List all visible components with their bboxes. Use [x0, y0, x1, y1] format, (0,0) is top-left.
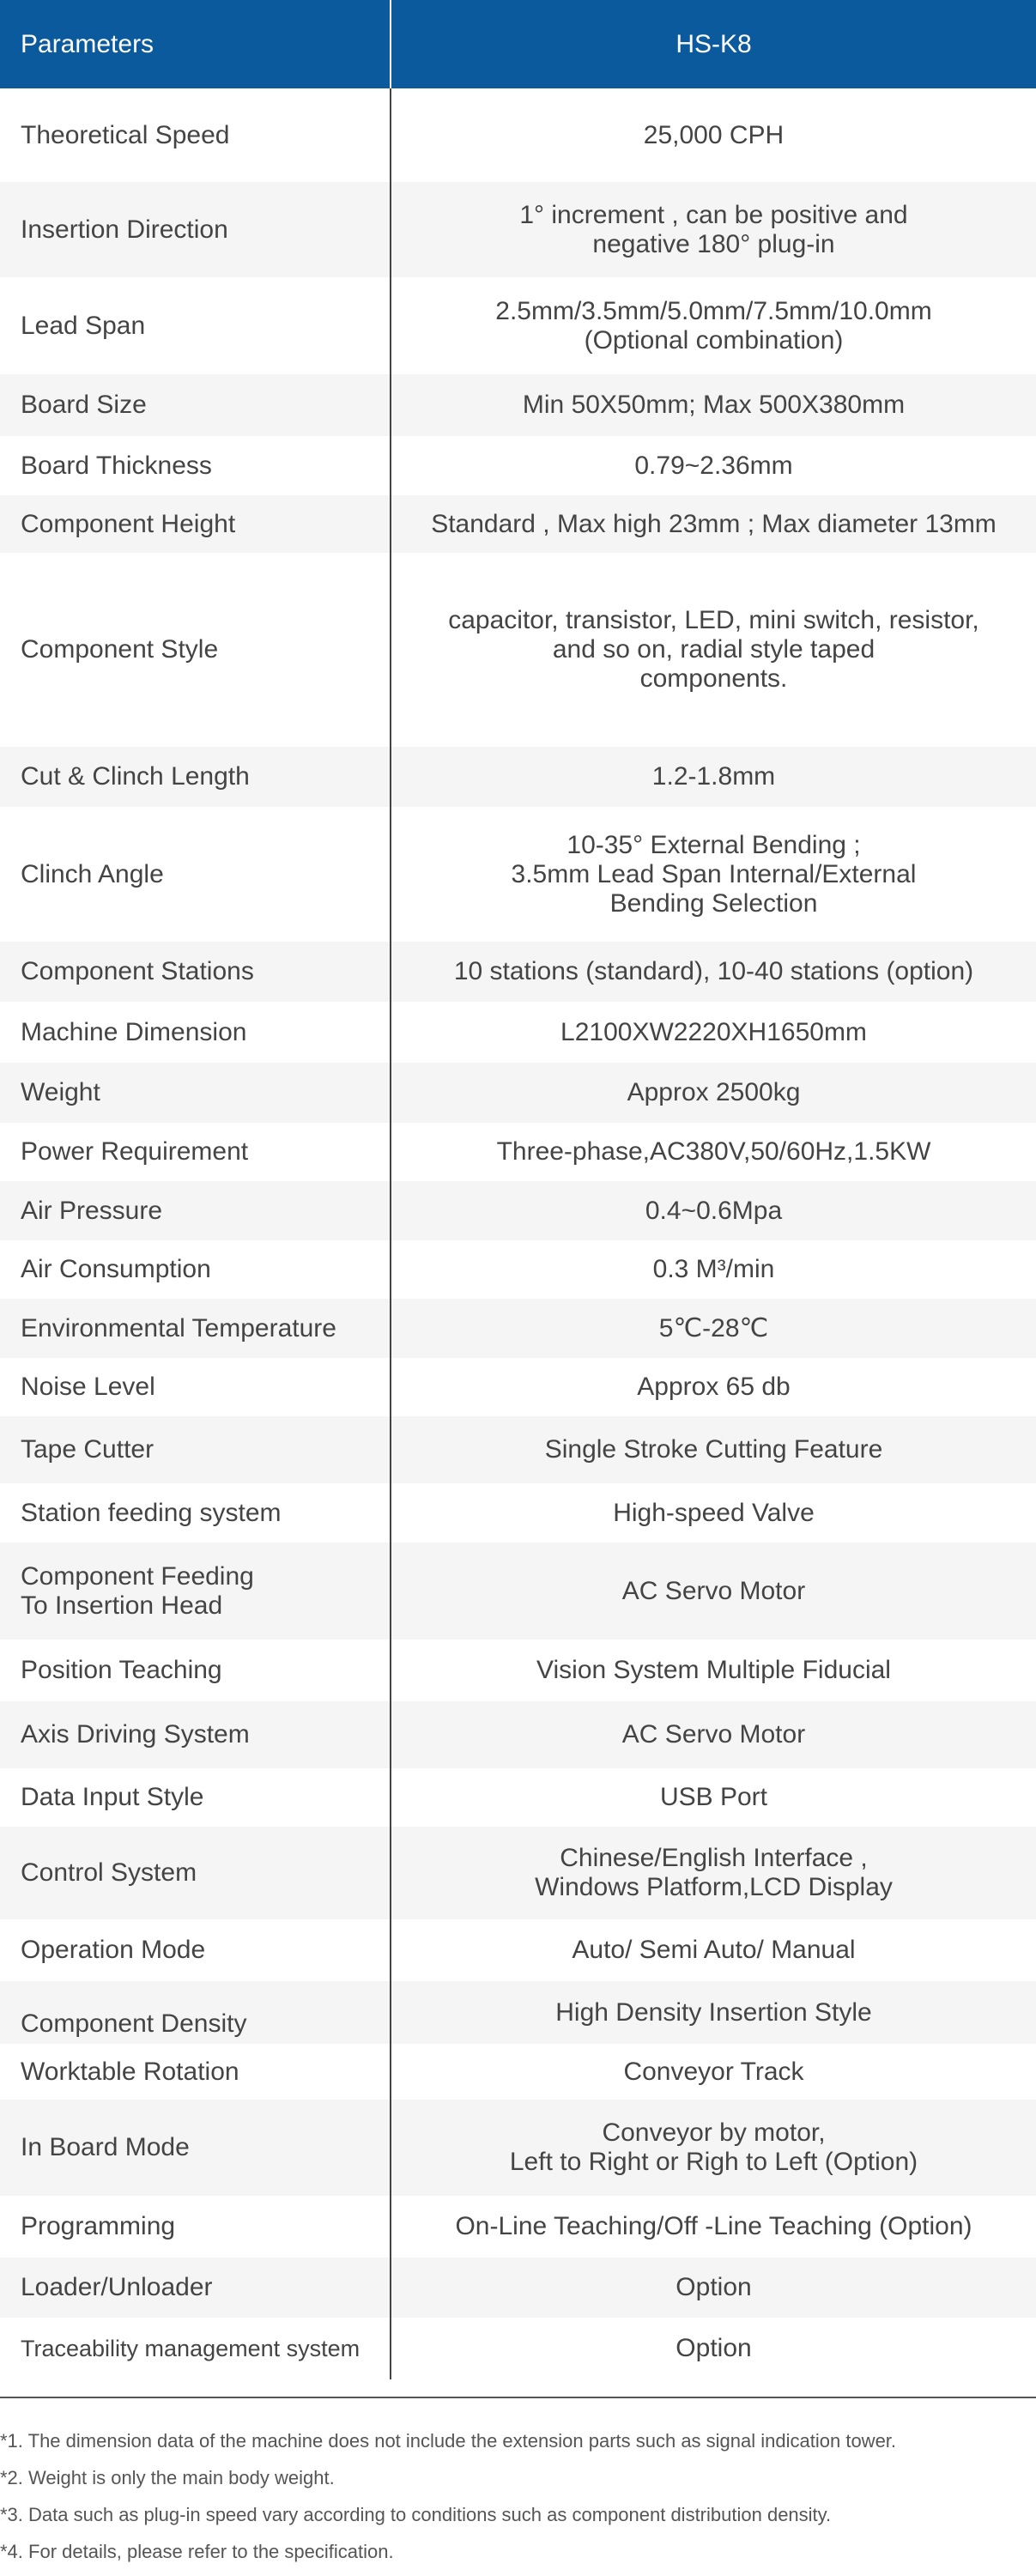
row-label: Traceability management system	[0, 2318, 391, 2379]
table-row	[0, 2258, 1036, 2318]
row-label: Position Teaching	[0, 1640, 391, 1701]
row-label: Air Pressure	[0, 1181, 391, 1240]
table-row	[0, 747, 1036, 807]
row-value: 1° increment , can be positive and negative 180° plug-in	[391, 182, 1036, 277]
row-value: 0.4~0.6Mpa	[391, 1181, 1036, 1240]
table-row	[0, 1416, 1036, 1483]
row-value: Chinese/English Interface , Windows Platform,LCD Display	[391, 1827, 1036, 1919]
table-row	[0, 1063, 1036, 1123]
row-label: Insertion Direction	[0, 182, 391, 277]
row-value: 0.79~2.36mm	[391, 436, 1036, 495]
row-value: Approx 2500kg	[391, 1063, 1036, 1123]
row-value: L2100XW2220XH1650mm	[391, 1002, 1036, 1063]
row-value: 25,000 CPH	[391, 88, 1036, 182]
row-label: In Board Mode	[0, 2100, 391, 2196]
table-row	[0, 807, 1036, 942]
row-label: Operation Mode	[0, 1919, 391, 1981]
row-value: Approx 65 db	[391, 1358, 1036, 1416]
header-model: HS-K8	[391, 0, 1036, 88]
table-header-row	[0, 0, 1036, 88]
row-value: On-Line Teaching/Off -Line Teaching (Option)	[391, 2196, 1036, 2258]
row-label: Data Input Style	[0, 1768, 391, 1827]
table-row	[0, 942, 1036, 1002]
row-label: Environmental Temperature	[0, 1299, 391, 1358]
table-row	[0, 2318, 1036, 2379]
row-label: Tape Cutter	[0, 1416, 391, 1483]
table-row	[0, 1002, 1036, 1063]
table-row	[0, 436, 1036, 495]
row-label: Control System	[0, 1827, 391, 1919]
row-label: Board Thickness	[0, 436, 391, 495]
row-value: Vision System Multiple Fiducial	[391, 1640, 1036, 1701]
row-value: AC Servo Motor	[391, 1701, 1036, 1768]
row-value: 5℃-28℃	[391, 1299, 1036, 1358]
row-label: Power Requirement	[0, 1123, 391, 1181]
footnote: *2. Weight is only the main body weight.	[0, 2467, 335, 2488]
table-row	[0, 1181, 1036, 1240]
table-row	[0, 1919, 1036, 1981]
row-label: Machine Dimension	[0, 1002, 391, 1063]
row-label: Programming	[0, 2196, 391, 2258]
row-value: Single Stroke Cutting Feature	[391, 1416, 1036, 1483]
row-label: Axis Driving System	[0, 1701, 391, 1768]
row-value: Conveyor by motor, Left to Right or Righ to Left (Option)	[391, 2100, 1036, 2196]
table-row	[0, 1123, 1036, 1181]
row-value: Auto/ Semi Auto/ Manual	[391, 1919, 1036, 1981]
row-label: Lead Span	[0, 277, 391, 374]
table-row	[0, 1701, 1036, 1768]
row-value: 1.2-1.8mm	[391, 747, 1036, 807]
table-row	[0, 1483, 1036, 1543]
row-label: Loader/Unloader	[0, 2258, 391, 2318]
table-row	[0, 553, 1036, 747]
footnotes	[0, 2428, 1036, 2576]
row-label: Station feeding system	[0, 1483, 391, 1543]
row-value: 10-35° External Bending ; 3.5mm Lead Span Internal/External Bending Selection	[391, 807, 1036, 942]
row-value: High-speed Valve	[391, 1483, 1036, 1543]
footnote: *4. For details, please refer to the specification.	[0, 2541, 394, 2562]
row-value: 10 stations (standard), 10-40 stations (option)	[391, 942, 1036, 1002]
table-row	[0, 374, 1036, 436]
table-row	[0, 182, 1036, 277]
row-label: Component Density	[0, 1981, 391, 2044]
table-row	[0, 2044, 1036, 2100]
table-row	[0, 2196, 1036, 2258]
row-label: Component Style	[0, 553, 391, 747]
row-value: Option	[391, 2318, 1036, 2379]
row-label: Noise Level	[0, 1358, 391, 1416]
row-value: 0.3 M³/min	[391, 1240, 1036, 1299]
row-label: Component Height	[0, 495, 391, 553]
table-row	[0, 1240, 1036, 1299]
row-value: Standard , Max high 23mm ; Max diameter 13mm	[391, 495, 1036, 553]
footnote: *1. The dimension data of the machine does not include the extension parts such as signal indication tower.	[0, 2430, 897, 2452]
table-row	[0, 277, 1036, 374]
table-row	[0, 1299, 1036, 1358]
row-value: Option	[391, 2258, 1036, 2318]
table-row	[0, 1827, 1036, 1919]
table-row	[0, 1358, 1036, 1416]
row-label: Cut & Clinch Length	[0, 747, 391, 807]
row-label: Board Size	[0, 374, 391, 436]
row-label: Component Feeding To Insertion Head	[0, 1543, 391, 1640]
row-label: Weight	[0, 1063, 391, 1123]
table-row	[0, 1640, 1036, 1701]
row-value: AC Servo Motor	[391, 1543, 1036, 1640]
row-value: capacitor, transistor, LED, mini switch, resistor, and so on, radial style taped components.	[391, 553, 1036, 747]
row-value: 2.5mm/3.5mm/5.0mm/7.5mm/10.0mm (Optional combination)	[391, 277, 1036, 374]
row-label: Theoretical Speed	[0, 88, 391, 182]
row-label: Air Consumption	[0, 1240, 391, 1299]
row-label: Component Stations	[0, 942, 391, 1002]
row-value: Three-phase,AC380V,50/60Hz,1.5KW	[391, 1123, 1036, 1181]
header-parameters: Parameters	[0, 0, 391, 88]
row-label: Worktable Rotation	[0, 2044, 391, 2100]
row-value: High Density Insertion Style	[391, 1981, 1036, 2044]
table-row	[0, 1768, 1036, 1827]
table-row	[0, 1543, 1036, 1640]
footnote: *3. Data such as plug-in speed vary according to conditions such as component distribution density.	[0, 2504, 832, 2525]
row-value: Min 50X50mm; Max 500X380mm	[391, 374, 1036, 436]
row-value: Conveyor Track	[391, 2044, 1036, 2100]
table-row	[0, 1981, 1036, 2044]
table-row	[0, 495, 1036, 553]
table-row	[0, 2100, 1036, 2196]
table-bottom-rule	[0, 2397, 1036, 2398]
row-value: USB Port	[391, 1768, 1036, 1827]
table-row	[0, 88, 1036, 182]
row-label: Clinch Angle	[0, 807, 391, 942]
